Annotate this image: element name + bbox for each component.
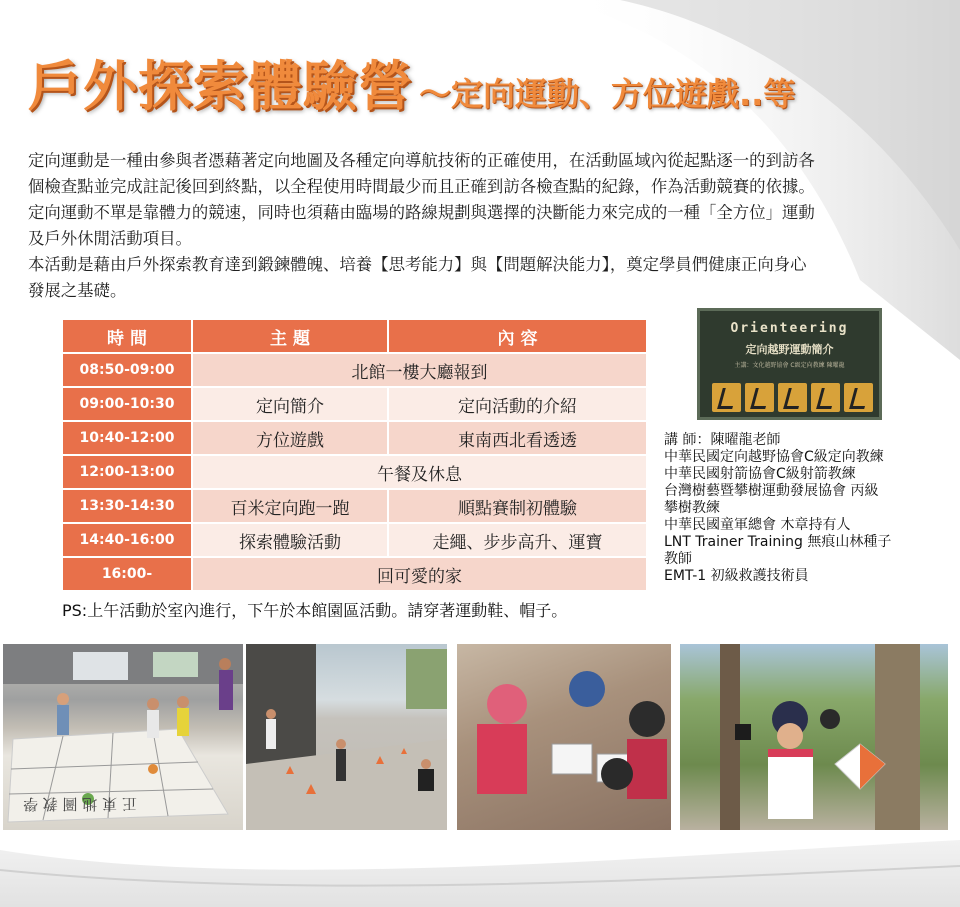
schedule-table (63, 318, 646, 592)
ps-note: PS:上午活動於室內進行，下午於本館園區活動。請穿著運動鞋、帽子。 (62, 601, 568, 620)
intro-text (28, 148, 932, 304)
page-title (28, 44, 795, 121)
poster-speaker-line: 主講：文化越野協會 C級定向教練 陳曜龍 (734, 362, 845, 369)
instructor-line: 台灣樹藝暨攀樹運動發展協會 丙級 (664, 483, 879, 499)
trail-icon (844, 383, 873, 412)
instructor-line: 中華民國定向越野協會C級定向教練 (664, 449, 884, 465)
photo-orienteering-flag (680, 644, 948, 830)
content-cell: 東南西北看透透 (389, 422, 646, 454)
merged-cell: 午餐及休息 (193, 456, 646, 488)
topic-cell: 百米定向跑一跑 (193, 490, 389, 522)
poster-icon-row (712, 383, 873, 412)
merged-cell: 回可愛的家 (193, 558, 646, 590)
runner-icon (712, 383, 741, 412)
time-cell: 14:40-16:00 (63, 524, 193, 556)
time-cell: 13:30-14:30 (63, 490, 193, 522)
orienteering-poster (697, 308, 882, 420)
instructor-line: 中華民國射箭協會C級射箭教練 (664, 466, 856, 482)
wheelchair-icon (745, 383, 774, 412)
merged-cell: 北館一樓大廳報到 (193, 354, 646, 386)
photo-outdoor-plaza (246, 644, 447, 830)
intro-line: 定向運動不單是靠體力的競速，同時也須藉由臨場的路線規劃與選擇的決斷能力來完成的一種「全方位」運動 (28, 203, 815, 222)
instructor-info (664, 432, 934, 585)
time-cell: 12:00-13:00 (63, 456, 193, 488)
table-row (63, 354, 646, 386)
table-row (63, 422, 646, 454)
poster-title: Orienteering (730, 321, 849, 336)
intro-line: 本活動是藉由戶外探索教育達到鍛鍊體魄、培養【思考能力】與【問題解決能力】，奠定學員們健康正向身心 (28, 255, 807, 274)
topic-cell: 探索體驗活動 (193, 524, 389, 556)
title-sub: ～定向運動、方位遊戲..等 (419, 75, 796, 113)
table-row (63, 558, 646, 590)
content-cell: 定向活動的介紹 (389, 388, 646, 420)
photo-kids-reading-maps (457, 644, 671, 830)
instructor-line: 中華民國童軍總會 木章持有人 (664, 517, 851, 533)
content-cell: 順點賽制初體驗 (389, 490, 646, 522)
topic-cell: 方位遊戲 (193, 422, 389, 454)
cyclist-icon (811, 383, 840, 412)
time-cell: 09:00-10:30 (63, 388, 193, 420)
photo-mat-text: 正 東 地 圖 教 學 (23, 795, 137, 813)
instructor-line: 攀樹教練 (664, 500, 720, 516)
table-row (63, 490, 646, 522)
time-cell: 16:00- (63, 558, 193, 590)
instructor-line: 講 師：陳曜龍老師 (664, 432, 781, 448)
intro-line: 發展之基礎。 (28, 281, 127, 300)
time-cell: 10:40-12:00 (63, 422, 193, 454)
table-row (63, 524, 646, 556)
skier-icon (778, 383, 807, 412)
photo-indoor-map-game (3, 644, 243, 830)
header-topic: 主 題 (193, 320, 389, 352)
instructor-line: 教師 (664, 551, 692, 567)
instructor-line: LNT Trainer Training 無痕山林種子 (664, 534, 892, 550)
table-row (63, 388, 646, 420)
table-row (63, 456, 646, 488)
instructor-line: EMT-1 初級救護技術員 (664, 568, 809, 584)
intro-line: 定向運動是一種由參與者憑藉著定向地圖及各種定向導航技術的正確使用，在活動區域內從起點逐一的到訪各 (28, 151, 815, 170)
poster-subtitle: 定向越野運動簡介 (745, 343, 834, 356)
header-content: 內 容 (389, 320, 646, 352)
schedule-header-row (63, 320, 646, 352)
intro-line: 及戶外休閒活動項目。 (28, 229, 192, 248)
intro-line: 個檢查點並完成註記後回到終點，以全程使用時間最少而且正確到訪各檢查點的紀錄，作為活動競賽的依據。 (28, 177, 815, 196)
topic-cell: 定向簡介 (193, 388, 389, 420)
header-time: 時 間 (63, 320, 193, 352)
time-cell: 08:50-09:00 (63, 354, 193, 386)
content-cell: 走繩、步步高升、運寶 (389, 524, 646, 556)
title-main: 戶外探索體驗營 (28, 55, 413, 118)
